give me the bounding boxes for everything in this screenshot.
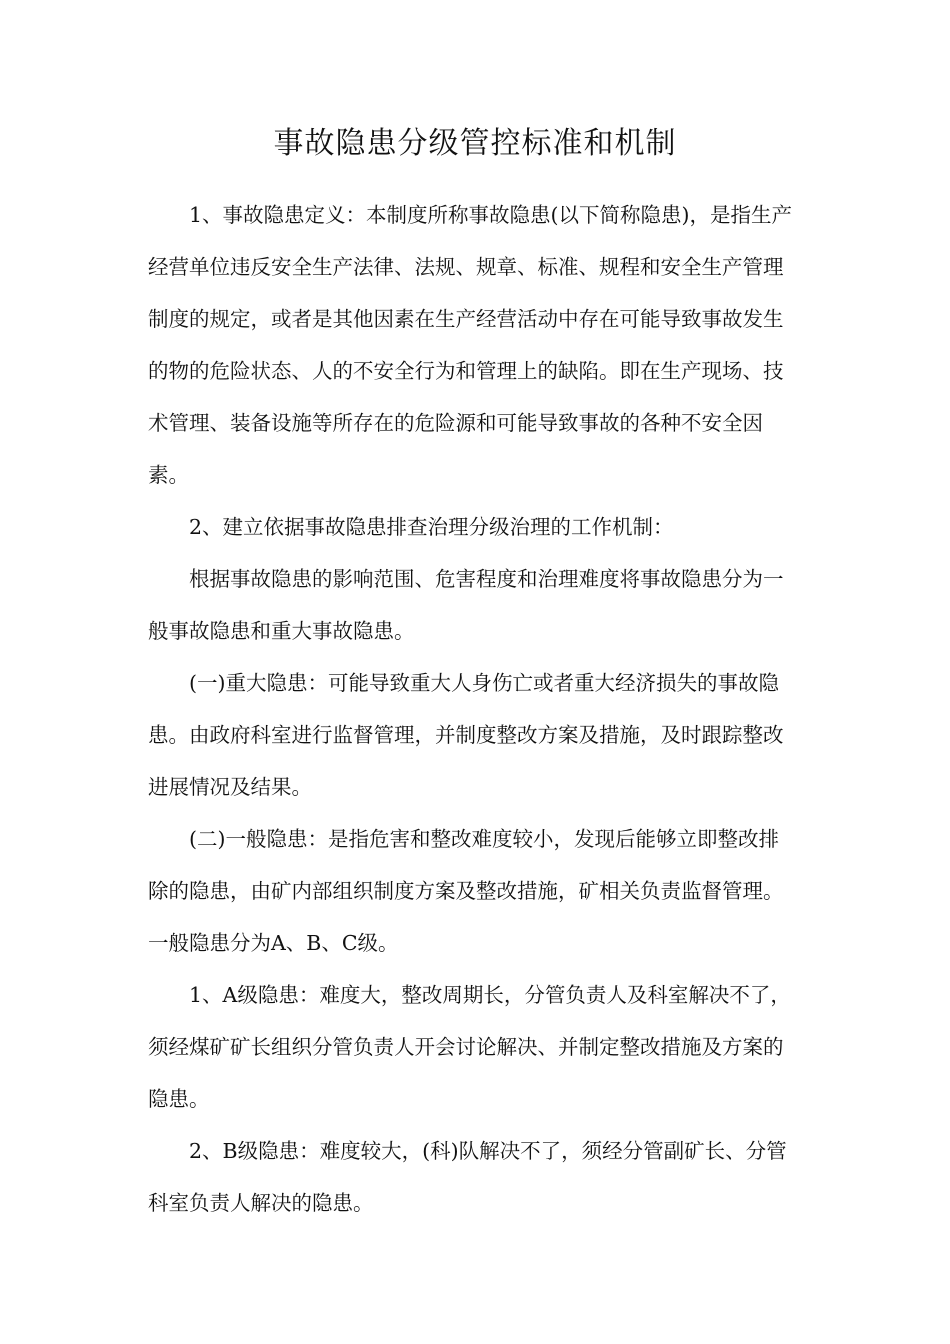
paragraph-classification: 根据事故隐患的影响范围、危害程度和治理难度将事故隐患分为一般事故隐患和重大事故隐患。: [148, 567, 784, 643]
paragraph-major-hazard: (一)重大隐患：可能导致重大人身伤亡或者重大经济损失的事故隐患。由政府科室进行监督管理，并制度整改方案及措施，及时跟踪整改进展情况及结果。: [148, 671, 784, 799]
paragraph-general-hazard: (二)一般隐患：是指危害和整改难度较小，发现后能够立即整改排除的隐患，由矿内部组织制度方案及整改措施，矿相关负责监督管理。一般隐患分为A、B、C级。: [148, 827, 784, 955]
paragraph-mechanism-heading: 2、建立依据事故隐患排查治理分级治理的工作机制：: [189, 515, 674, 539]
document-body: [148, 189, 798, 1229]
document-title: 事故隐患分级管控标准和机制: [273, 126, 677, 161]
paragraph-grade-a: 1、A级隐患：难度大，整改周期长，分管负责人及科室解决不了，须经煤矿矿长组织分管负责人开会讨论解决、并制定整改措施及方案的隐患。: [148, 983, 791, 1111]
paragraph-hazard-definition: 1、事故隐患定义：本制度所称事故隐患(以下简称隐患)，是指生产经营单位违反安全生产法律、法规、规章、标准、规程和安全生产管理制度的规定，或者是其他因素在生产经营活动中存在可能导致事故发生的物的危险状态、人的不安全行为和管理上的缺陷。即在生产现场、技术管理、装备设施等所存在的危险源和可能导致事故的各种不安全因素。: [148, 203, 793, 487]
paragraph-grade-b: 2、B级隐患：难度较大，(科)队解决不了，须经分管副矿长、分管科室负责人解决的隐患。: [148, 1139, 787, 1215]
